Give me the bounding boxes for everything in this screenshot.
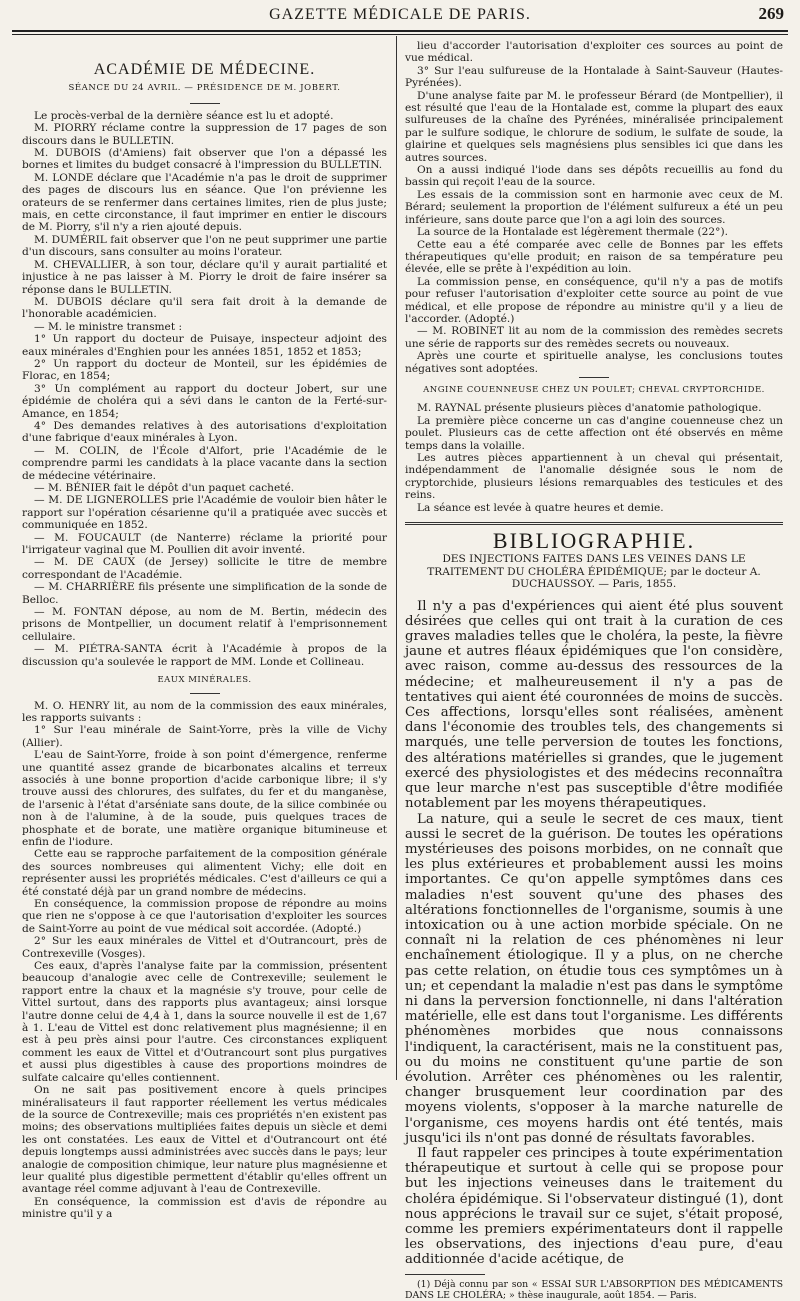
section-title: ACADÉMIE DE MÉDECINE. [93,61,316,78]
paragraph: M. DUMÉRIL fait observer que l'on ne peut supprimer une partie d'un discours, sans consulter au moins l'orateur. [22,233,387,259]
paragraph: Le procès-verbal de la dernière séance est lu et adopté. [34,109,334,122]
page-number: 269 [758,4,784,23]
bibliographie-title: BIBLIOGRAPHIE. [492,528,696,554]
divider [190,693,220,694]
paragraph: M. DUBOIS (d'Amiens) fait observer que l'on a dépassé les bornes et limites du budget consacré à l'impression du BULLETIN. [22,147,387,172]
section-double-rule [405,522,783,525]
paragraph: M. RAYNAL présente plusieurs pièces d'anatomie pathologique. [417,402,762,415]
paragraph: Après une courte et spirituelle analyse, les conclusions toutes négatives sont adoptées. [405,350,783,375]
paragraph: La séance est levée à quatre heures et demie. [417,501,664,514]
footnote-rule [405,1274,485,1275]
paragraph: Ces eaux, d'après l'analyse faite par la commission, présentent beaucoup d'analogie avec celle de Contrexeville; seulement le rapport entre la chaux et la magnésie s'y trouve, pour celle de Vittel surtout, dans des rapports plus avantageux; ainsi lorsque l'autre donne celui de 4,4 à 1, dans la source nouvelle il est de 1,67 à 1. L'eau de Vittel est donc relativement plus magnésienne; il en est à peu près ainsi pour l'autre. Ces circonstances expliquent comment les eaux de Vittel et d'Outrancourt sont plus purgatives et aussi plus digestibles à cause des proportions moindres de sulfate calcaire qu'elles contiennent. [22,960,387,1084]
left-paragraphs-a [22,110,387,668]
column-separator [396,36,397,1080]
paragraph: — M. CHARRIÈRE fils présente une simplification de la sonde de Belloc. [22,581,387,606]
paragraph: — M. ROBINET lit au nom de la commission des remèdes secrets une série de rapports sur des remèdes secrets ou nouveaux. [405,325,783,350]
bibliography-heading: DES INJECTIONS FAITES DANS LES VEINES DANS LE TRAITEMENT DU CHOLÉRA ÉPIDÉMIQUE; par le docteur A. DUCHAUSSOY. — Paris, 1855. [427,553,761,591]
paragraph: Cette eau a été comparée avec celle de Bonnes par les effets thérapeutiques qu'elle produit; en raison de sa température peu élevée, elle se prête à l'expédition au loin. [405,238,783,276]
paragraph: En conséquence, la commission propose de répondre au moins que rien ne s'oppose à ce que l'autorisation d'exploiter les sources de Saint-Yorre au point de vue médical soit accordée. (Adopté.) [22,898,387,935]
paragraph: — M. FOUCAULT (de Nanterre) réclame la priorité pour l'irrigateur vaginal que M. Poullien dit avoir inventé. [22,531,387,557]
paragraph: — M. COLIN, de l'École d'Alfort, prie l'Académie de le comprendre parmi les candidats à la place vacante dans la section de médecine vétérinaire. [22,444,387,482]
paragraph: M. CHEVALLIER, à son tour, déclare qu'il y aurait partialité et injustice à ne pas laisser à M. Piorry le droit de faire insérer sa réponse dans le BULLETIN. [22,258,387,296]
paragraph: On ne sait pas positivement encore à quels principes minéralisateurs il faut rapporter réellement les vertus médicales de la source de Contrexeville; mais ces propriétés n'en existent pas moins; des observations multipliées faites depuis un siècle et demi les ont constatées. Les eaux de Vittel et d'Outrancourt ont été depuis longtemps aussi administrées avec succès dans le pays; leur analogie de composition chimique, leur nature plus magnésienne et leur qualité plus digestible permettent d'établir qu'elles offrent un avantage réel comme adjuvant à l'eau de Contrexeville. [22,1084,387,1196]
paragraph: La source de la Hontalade est légèrement thermale (22°). [417,226,728,239]
page-header [12,4,788,28]
divider [579,377,609,378]
left-column [22,40,387,1221]
header-rule [12,30,788,32]
paragraph: — M. DE CAUX (de Jersey) sollicite le titre de membre correspondant de l'Académie. [22,556,387,581]
paragraph: 3° Un complément au rapport du docteur Jobert, sur une épidémie de choléra qui a sévi dans le canton de la Ferté-sur-Amance, en 1854; [22,382,387,420]
paragraph: 1° Un rapport du docteur de Puisaye, inspecteur adjoint des eaux minérales d'Enghien pour les années 1851, 1852 et 1853; [22,333,387,358]
paragraph: Il faut rappeler ces principes à toute expérimentation thérapeutique et surtout à celle qui se propose pour but les injections veineuses dans le traitement du choléra épidémique. Si l'observateur distingué (1), dont nous apprécions le travail sur ce sujet, s'était proposé, comme les premiers expérimentateurs dont il rappelle les observations, des injections d'eau pure, d'eau additionnée d'acide acétique, de [405,1145,783,1268]
right-paragraphs-c [405,599,783,1268]
paragraph: — M. DE LIGNEROLLES prie l'Académie de vouloir bien hâter le rapport sur l'opération césarienne qu'il a pratiquée avec succès et communiquée en 1852. [22,494,387,532]
paragraph: — M. PIÉTRA-SANTA écrit à l'Académie à propos de la discussion qu'a soulevée le rapport de MM. Londe et Collineau. [22,643,387,668]
right-paragraphs-b [405,402,783,514]
paragraph: 4° Des demandes relatives à des autorisations d'exploitation d'une fabrique d'eaux minérales à Lyon. [22,419,387,445]
paragraph: M. O. HENRY lit, au nom de la commission des eaux minérales, les rapports suivants : [22,699,387,724]
paragraph: Il n'y a pas d'expériences qui aient été plus souvent désirées que celles qui ont trait à la curation de ces graves maladies telles que le choléra, la peste, la fièvre jaune et autres fléaux épidémiques que l'on considère, avec raison, comme au-dessus des ressources de la médecine; et malheureusement il n'y a pas de tentatives qui aient été couronnées de moins de succès. Ces affections, lorsqu'elles sont réalisées, amènent dans l'économie des troubles tels, des changements si marqués, une telle perversion de toutes les fonctions, des altérations matérielles si grandes, que le jugement exercé des physiologistes et des médecins reconnaîtra que leur marche n'est pas susceptible d'être modifiée notablement par les moyens thérapeutiques. [405,598,783,812]
right-paragraphs-a [405,40,783,375]
paragraph: lieu d'accorder l'autorisation d'exploiter ces sources au point de vue médical. [405,40,783,65]
paragraph: 1° Sur l'eau minérale de Saint-Yorre, près la ville de Vichy (Allier). [22,724,387,749]
paragraph: En conséquence, la commission est d'avis de répondre au ministre qu'il y a [22,1195,387,1221]
paragraph: 2° Sur les eaux minérales de Vittel et d'Outrancourt, près de Contrexeville (Vosges). [22,935,387,960]
paragraph: 2° Un rapport du docteur de Monteil, sur les épidémies de Florac, en 1854; [22,357,387,383]
right-column [405,40,783,1301]
journal-title: GAZETTE MÉDICALE DE PARIS. [269,6,531,23]
paragraph: Cette eau se rapproche parfaitement de la composition générale des sources nombreuses qui alimentent Vichy; elle doit en représenter aussi les propriétés médicales. C'est d'ailleurs ce qui a été constaté déjà par un grand nombre de médecins. [22,848,387,898]
angine-title: ANGINE COUENNEUSE CHEZ UN POULET; CHEVAL CRYPTORCHIDE. [423,384,765,395]
paragraph: D'une analyse faite par M. le professeur Bérard (de Montpellier), il est résulté que l'eau de la Hontalade est, comme la plupart des eaux sulfureuses de la chaîne des Pyrénées, minéralisée principalement par le sulfure sodique, le chlorure de sodium, le sulfate de soude, la glairine et quelques sels magnésiens plus sensibles ici que dans les autres sources. [405,89,783,164]
left-paragraphs-b [22,700,387,1221]
paragraph: L'eau de Saint-Yorre, froide à son point d'émergence, renferme une quantité assez grande de bicarbonates alcalins et terreux associés à une bonne proportion d'acide carbonique libre; il s'y trouve aussi des chlorures, des sulfates, du fer et du manganèse, de l'arsenic à l'état d'arséniate sans doute, de la silice combinée ou non à de l'alumine, à de la soude, puis quelques traces de phosphate et de borate, une matière organique bitumineuse et enfin de l'iodure. [22,749,387,848]
paragraph: — M. FONTAN dépose, au nom de M. Bertin, médecin des prisons de Montpellier, un document relatif à l'emprisonnement cellulaire. [22,606,387,643]
paragraph: Les autres pièces appartiennent à un cheval qui présentait, indépendamment de l'anomalie désignée sous le nom de cryptorchide, plusieurs lésions remarquables des testicules et des reins. [405,452,783,502]
eaux-title: EAUX MINÉRALES. [157,675,252,686]
divider [190,103,220,104]
paragraph: On a aussi indiqué l'iode dans ses dépôts recueillis au fond du bassin qui reçoit l'eau de la source. [405,164,783,189]
paragraph: La nature, qui a seule le secret de ces maux, tient aussi le secret de la guérison. De toutes les opérations mystérieuses des poisons morbides, on ne connaît que les plus extérieures et probablement aussi les moins importantes. Ce qu'on appelle symptômes dans ces maladies n'est souvent qu'une des phases des altérations fonctionnelles de l'organisme, soumis à une intoxication ou à une action morbide spéciale. On ne connaît ni la relation de ces phénomènes ni leur enchaînement étiologique. Il y a plus, on ne cherche pas cette relation, on étudie tous ces symptômes un à un; et cependant la maladie n'est pas dans le symptôme ni dans la perversion fonctionnelle, ni dans l'altération matérielle, elle est dans tout l'organisme. Les différents phénomènes morbides que nous connaissons l'indiquent, la caractérisent, mais ne la constituent pas, ou du moins ne constituent qu'une partie de son évolution. Arrêter ces phénomènes ou les ralentir, changer brusquement leur coordination par des moyens violents, s'opposer à la marche naturelle de l'organisme, ces moyens hardis ont été tentés, mais jusqu'ici ils n'ont pas donné de résultats favorables. [405,811,783,1146]
paragraph: M. DUBOIS déclare qu'il sera fait droit à la demande de l'honorable académicien. [22,295,387,321]
paragraph: — M. le ministre transmet : [34,320,183,333]
paragraph: M. LONDE déclare que l'Académie n'a pas le droit de supprimer des pages de discours lus en séance. Que l'on prévienne les orateurs de se renfermer dans certaines limites, rien de plus juste; mais, en cette circonstance, il faut imprimer en entier le discours de M. Piorry, s'il n'y a rien ajouté depuis. [22,171,387,234]
paragraph: Les essais de la commission sont en harmonie avec ceux de M. Bérard; seulement la proportion de l'élément sulfureux a été un peu inférieure, sans doute parce que l'on a agi loin des sources. [405,188,783,226]
paragraph: La première pièce concerne un cas d'angine couenneuse chez un poulet. Plusieurs cas de cette affection ont été observés en même temps dans la volaille. [405,414,783,452]
paragraph: M. PIORRY réclame contre la suppression de 17 pages de son discours dans le BULLETIN. [22,122,387,147]
paragraph: — M. BÉNIER fait le dépôt d'un paquet cacheté. [34,482,295,494]
footnote: (1) Déjà connu par son « ESSAI SUR L'ABSORPTION DES MÉDICAMENTS DANS LE CHOLÉRA; » thèse inaugurale, août 1854. — Paris. [405,1278,783,1301]
seance-line: SÉANCE DU 24 AVRIL. — PRÉSIDENCE DE M. JOBERT. [68,83,341,94]
header-rule-thin [12,34,788,35]
paragraph: La commission pense, en conséquence, qu'il n'y a pas de motifs pour refuser l'autorisation d'exploiter cette source au point de vue médical, et elle propose de répondre au ministre qu'il y a lieu de l'accorder. (Adopté.) [405,275,783,325]
paragraph: 3° Sur l'eau sulfureuse de la Hontalade à Saint-Sauveur (Hautes-Pyrénées). [405,64,783,90]
